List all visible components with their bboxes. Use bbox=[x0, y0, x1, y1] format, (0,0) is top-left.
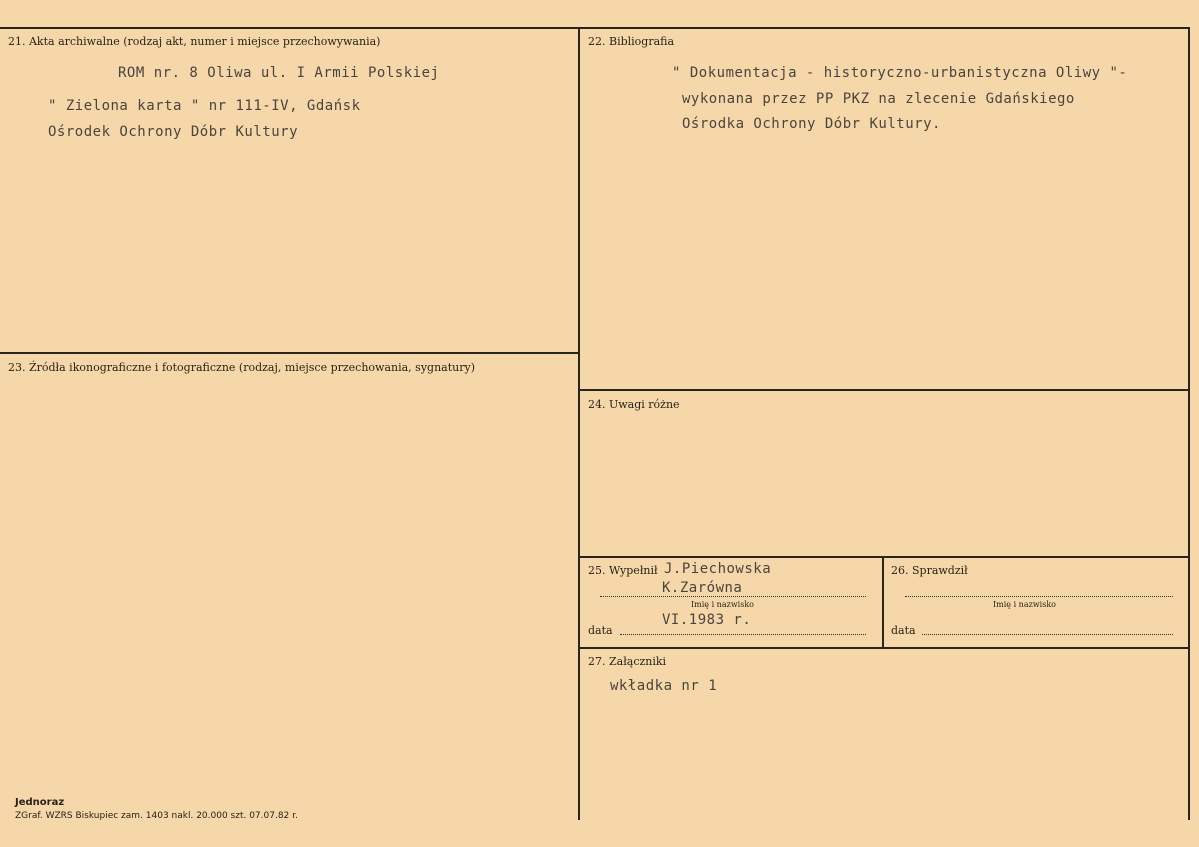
section-21-line-2: " Zielona karta " nr 111-IV, Gdańsk bbox=[48, 98, 361, 114]
section-24-label: 24. Uwagi różne bbox=[588, 398, 680, 411]
section-25-date-label: data bbox=[588, 624, 613, 637]
divider-25-27 bbox=[580, 647, 1190, 649]
divider-24-25 bbox=[580, 556, 1190, 558]
divider-21-23 bbox=[0, 352, 580, 354]
section-26-name-line bbox=[905, 596, 1173, 597]
footer-imprint: ZGraf. WZRS Biskupiec zam. 1403 nakl. 20.000 szt. 07.07.82 r. bbox=[15, 811, 298, 821]
section-23-label: 23. Źródła ikonograficzne i fotograficzne (rodzaj, miejsce przechowania, sygnatury) bbox=[8, 361, 475, 374]
section-22-label: 22. Bibliografia bbox=[588, 35, 675, 48]
divider-22-24 bbox=[580, 389, 1190, 391]
section-25-caption: Imię i nazwisko bbox=[691, 600, 754, 609]
section-25-label: 25. Wypełnił bbox=[588, 564, 658, 577]
section-22-line-2: wykonana przez PP PKZ na zlecenie Gdańskiego bbox=[682, 91, 1075, 107]
section-22-line-3: Ośrodka Ochrony Dóbr Kultury. bbox=[682, 116, 941, 132]
section-27-value: wkładka nr 1 bbox=[610, 678, 718, 694]
section-27-label: 27. Załączniki bbox=[588, 655, 667, 668]
section-25-date-value: VI.1983 r. bbox=[662, 612, 752, 628]
section-25-name-2: K.Zarówna bbox=[662, 580, 743, 596]
section-26-caption: Imię i nazwisko bbox=[993, 600, 1056, 609]
top-border bbox=[0, 27, 1190, 29]
section-21-label: 21. Akta archiwalne (rodzaj akt, numer i miejsce przechowywania) bbox=[8, 35, 381, 48]
section-25-name-1: J.Piechowska bbox=[664, 561, 772, 577]
divider-25-26 bbox=[882, 556, 884, 648]
center-divider bbox=[578, 27, 580, 820]
section-25-date-line bbox=[620, 634, 866, 635]
section-26-date-label: data bbox=[891, 624, 916, 637]
section-25-name-line bbox=[600, 596, 866, 597]
footer-title: Jednoraz bbox=[15, 797, 65, 808]
right-border bbox=[1188, 27, 1190, 820]
section-21-line-1: ROM nr. 8 Oliwa ul. I Armii Polskiej bbox=[118, 65, 440, 81]
section-22-line-1: " Dokumentacja - historyczno-urbanistyczna Oliwy "- bbox=[672, 65, 1128, 81]
section-26-date-line bbox=[922, 634, 1173, 635]
section-21-line-3: Ośrodek Ochrony Dóbr Kultury bbox=[48, 124, 299, 140]
section-26-label: 26. Sprawdził bbox=[891, 564, 968, 577]
